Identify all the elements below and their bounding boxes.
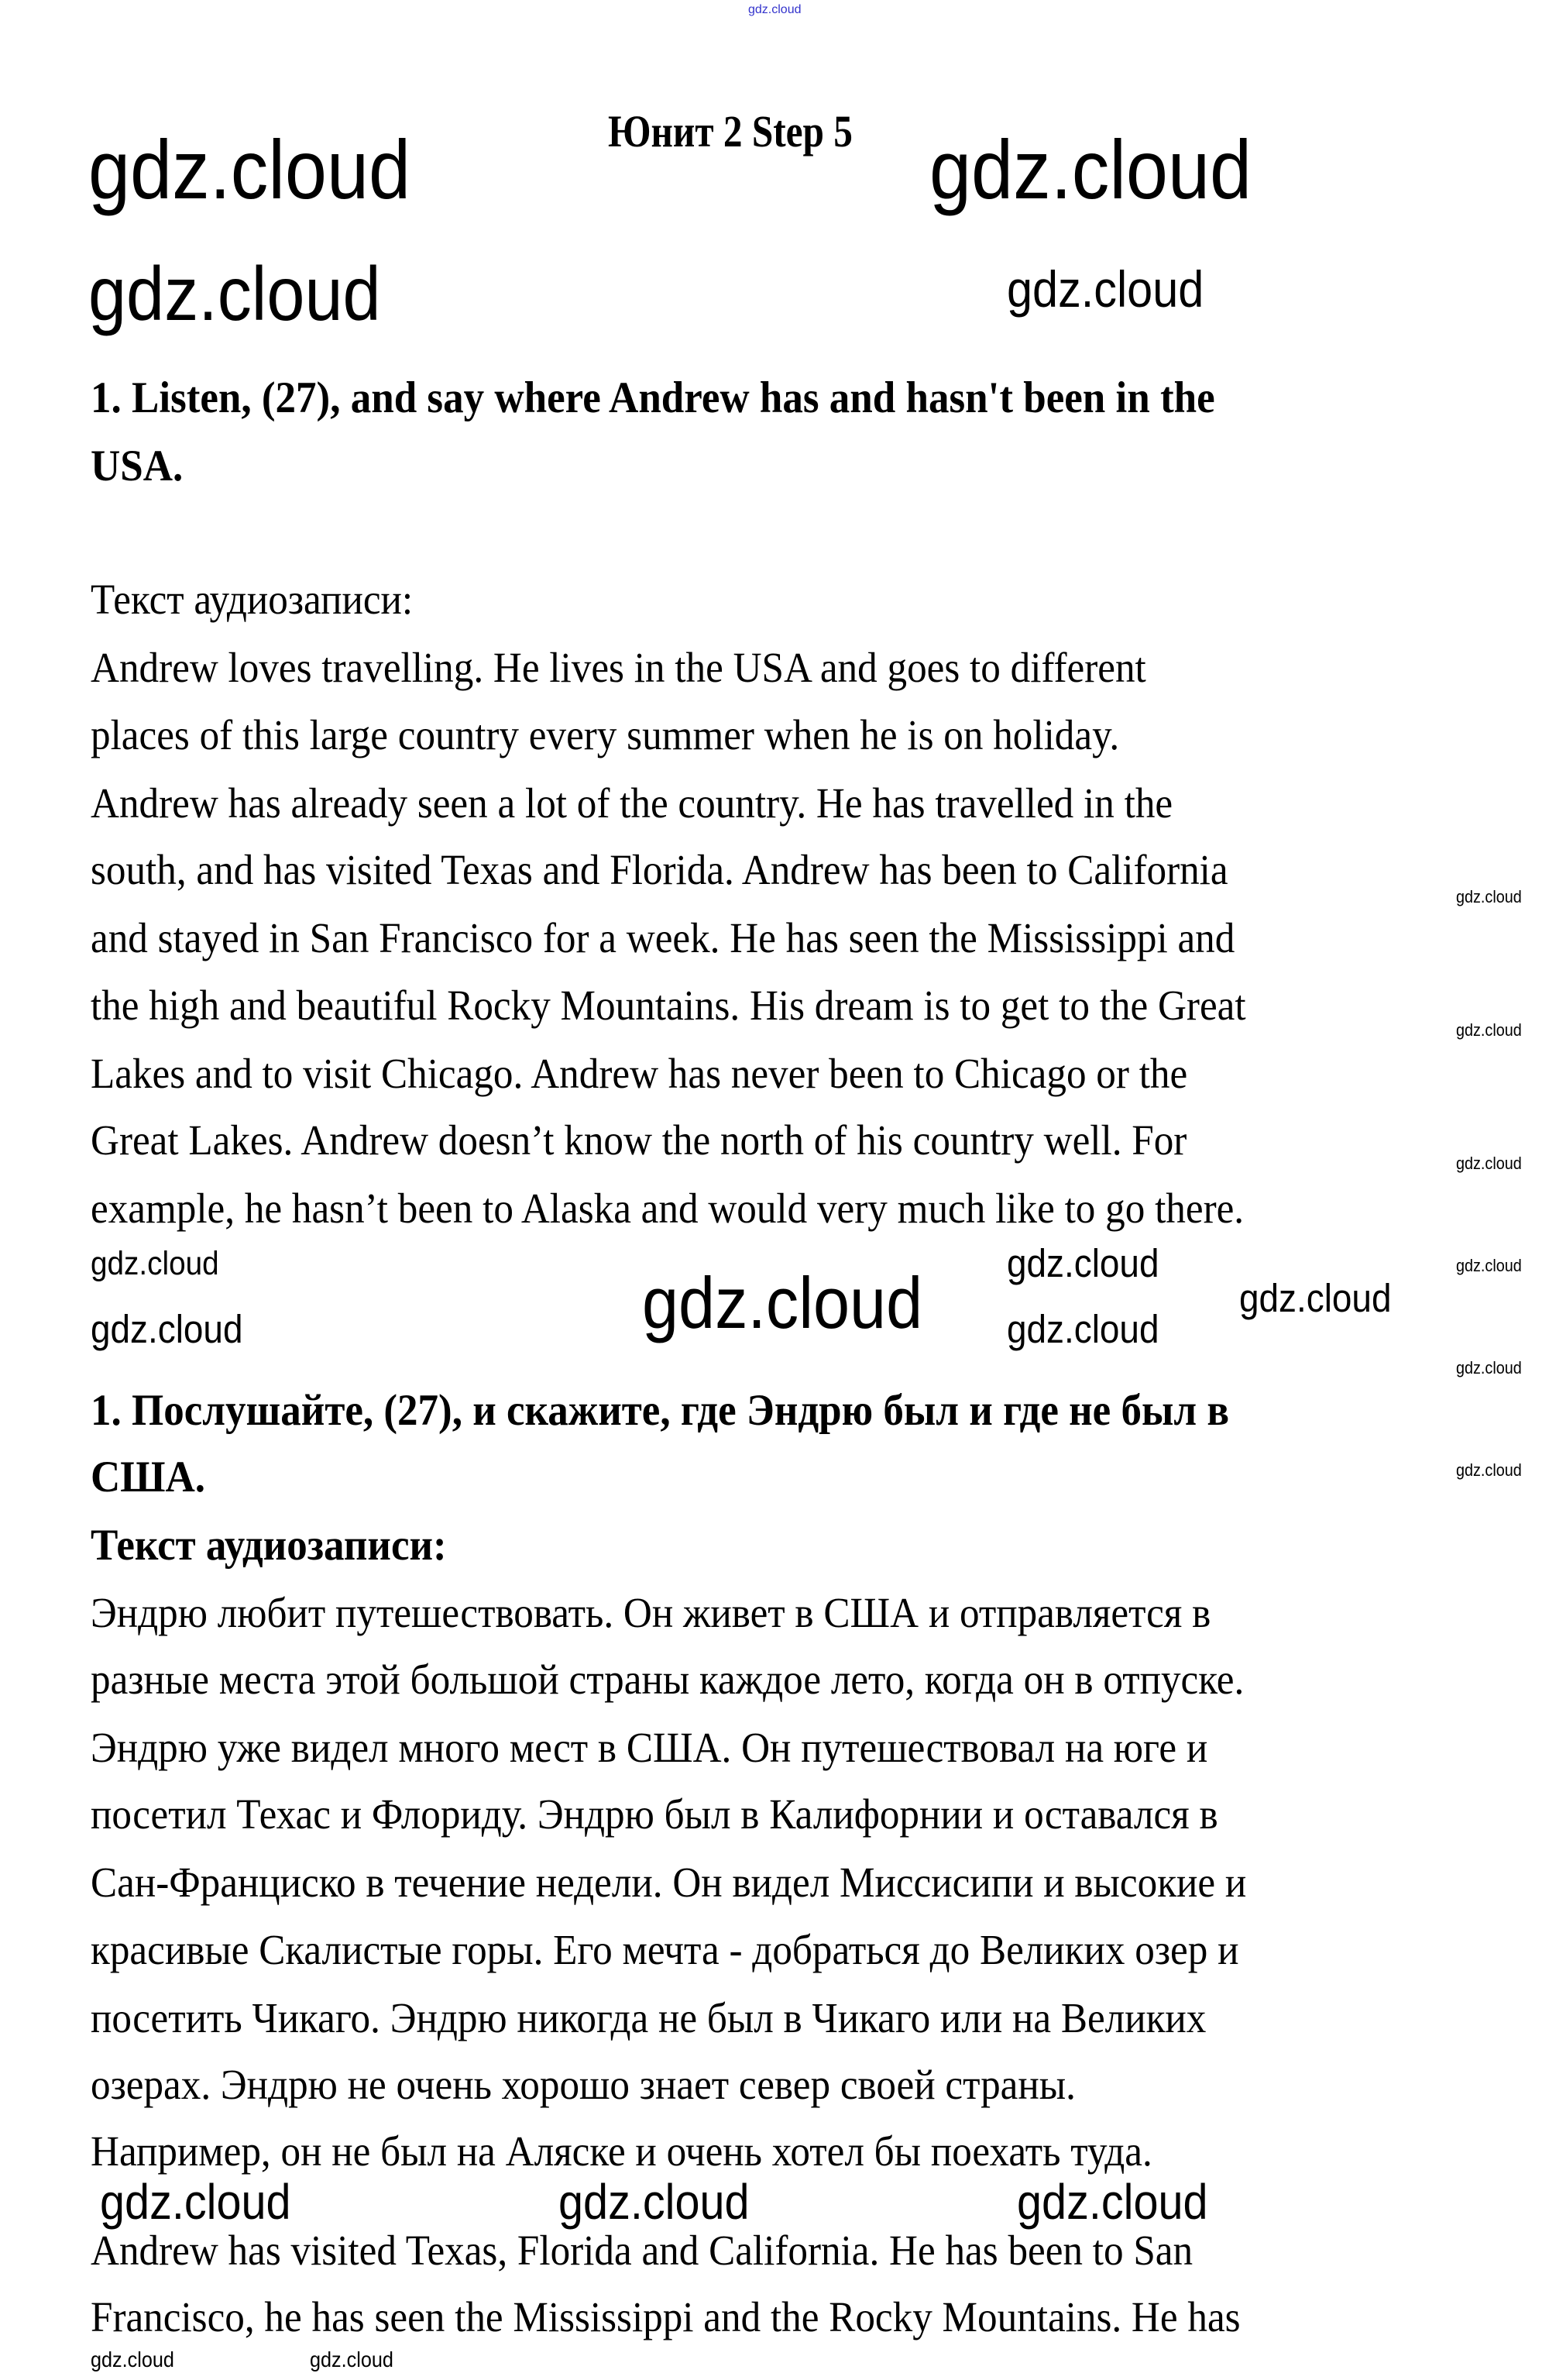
watermark: gdz.cloud (1007, 1241, 1159, 1285)
exercise-heading-en: USA. (91, 442, 184, 490)
watermark: gdz.cloud (1456, 887, 1522, 906)
watermark: gdz.cloud (1007, 260, 1204, 318)
text-line: the high and beautiful Rocky Mountains. His dream is to get to the Great (91, 982, 1246, 1029)
page-title: Юнит 2 Step 5 (608, 106, 853, 156)
watermark: gdz.cloud (1239, 1276, 1392, 1320)
text-line: and stayed in San Francisco for a week. He has seen the Mississippi and (91, 914, 1235, 961)
answer-line: Francisco, he has seen the Mississippi and the Rocky Mountains. He has (91, 2293, 1241, 2340)
text-line: разные места этой большой страны каждое лето, когда он в отпуске. (91, 1656, 1245, 1703)
text-line: Andrew has already seen a lot of the country. He has travelled in the (91, 779, 1173, 827)
exercise-heading-en: 1. Listen, (27), and say where Andrew has and hasn't been in the (91, 373, 1215, 422)
text-line: Lakes and to visit Chicago. Andrew has never been to Chicago or the (91, 1050, 1188, 1097)
text-line: Great Lakes. Andrew doesn’t know the north of his country well. For (91, 1116, 1187, 1164)
audio-label-en: Текст аудиозаписи: (91, 576, 414, 623)
text-line: посетил Техас и Флориду. Эндрю был в Калифорнии и оставался в (91, 1790, 1218, 1838)
watermark: gdz.cloud (100, 2174, 291, 2230)
text-line: Эндрю любит путешествовать. Он живет в США и отправляется в (91, 1589, 1211, 1636)
text-line: places of this large country every summer when he is on holiday. (91, 711, 1120, 758)
text-line: озерах. Эндрю не очень хорошо знает север своей страны. (91, 2061, 1076, 2108)
watermark: gdz.cloud (1456, 1020, 1522, 1040)
audio-label-ru: Текст аудиозаписи: (91, 1521, 447, 1570)
watermark: gdz.cloud (1456, 1256, 1522, 1275)
text-line: south, and has visited Texas and Florida. Andrew has been to California (91, 846, 1228, 893)
answer-line: Andrew has visited Texas, Florida and California. He has been to San (91, 2227, 1194, 2274)
watermark: gdz.cloud (91, 2347, 174, 2371)
watermark: gdz.cloud (642, 1262, 923, 1343)
watermark: gdz.cloud (1456, 1358, 1522, 1377)
text-line: посетить Чикаго. Эндрю никогда не был в Чикаго или на Великих (91, 1994, 1207, 2041)
text-line: example, he hasn’t been to Alaska and would very much like to go there. (91, 1185, 1245, 1232)
watermark: gdz.cloud (558, 2174, 750, 2230)
watermark: gdz.cloud (1456, 1154, 1522, 1173)
exercise-heading-ru: 1. Послушайте, (27), и скажите, где Эндрю был и где не был в (91, 1386, 1229, 1435)
text-line: Andrew loves travelling. He lives in the USA and goes to different (91, 644, 1146, 691)
watermark: gdz.cloud (88, 251, 381, 336)
exercise-heading-ru: США. (91, 1453, 206, 1501)
watermark: gdz.cloud (929, 122, 1252, 216)
watermark: gdz.cloud (91, 1307, 243, 1351)
watermark: gdz.cloud (1007, 1307, 1159, 1351)
text-line: красивые Скалистые горы. Его мечта - добраться до Великих озер и (91, 1926, 1239, 1973)
watermark: gdz.cloud (310, 2347, 393, 2371)
text-line: Например, он не был на Аляске и очень хотел бы поехать туда. (91, 2127, 1152, 2175)
text-line: Эндрю уже видел много мест в США. Он путешествовал на юге и (91, 1724, 1208, 1771)
watermark: gdz.cloud (748, 3, 802, 16)
watermark: gdz.cloud (1456, 1460, 1522, 1480)
watermark: gdz.cloud (88, 122, 411, 216)
watermark: gdz.cloud (91, 1245, 219, 1282)
watermark: gdz.cloud (1017, 2174, 1208, 2230)
text-line: Сан-Франциско в течение недели. Он видел Миссисипи и высокие и (91, 1859, 1247, 1906)
